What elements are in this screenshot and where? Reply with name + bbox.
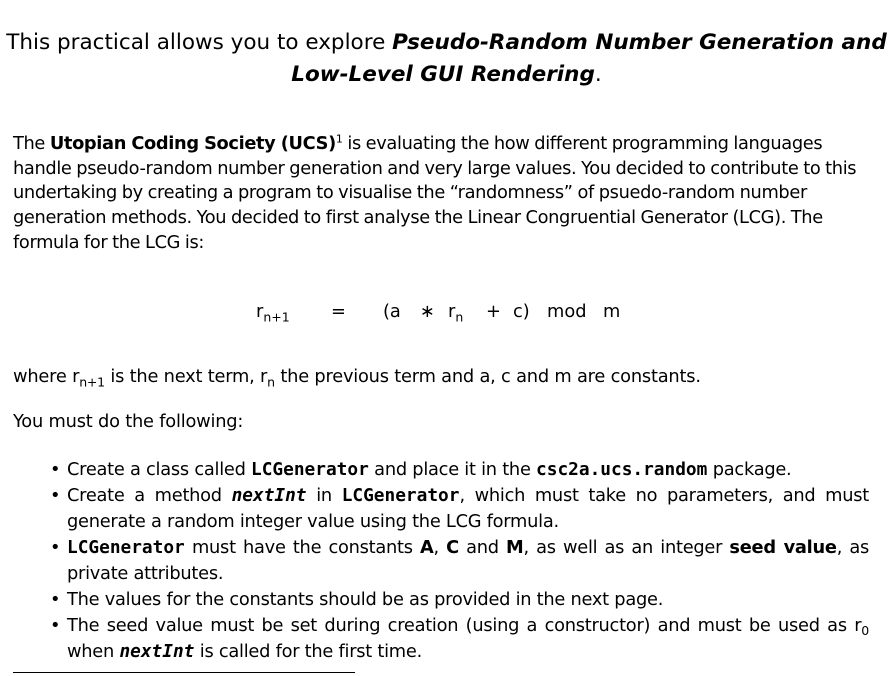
- intro-topic-line2: Low-Level GUI Rendering: [291, 62, 595, 87]
- formula-plus: +: [486, 301, 501, 322]
- formula-a: (a: [383, 301, 401, 322]
- list-item: [13, 457, 869, 483]
- formula-times: ∗: [420, 301, 435, 322]
- where-part3: the previous term and a, c and m are constants.: [274, 366, 701, 387]
- intro-period: .: [594, 62, 602, 87]
- task-list: [13, 457, 869, 665]
- formula-c: c): [513, 301, 530, 322]
- r-zero-sub: 0: [861, 622, 869, 638]
- item-text: in: [306, 485, 342, 506]
- item-text: Create a method: [67, 485, 232, 506]
- constant-a: A: [419, 537, 434, 558]
- where-sub2: n: [267, 374, 275, 390]
- list-item: [13, 587, 869, 613]
- list-item: [13, 535, 869, 587]
- class-name-code: LCGenerator: [341, 485, 460, 506]
- where-sub1: n+1: [79, 374, 105, 390]
- formula-lhs-sub: n+1: [263, 309, 290, 325]
- item-text: when: [67, 641, 120, 662]
- formula-rn: [448, 300, 463, 324]
- item-text: The values for the constants should be as provided in the next page.: [67, 589, 664, 610]
- formula-explanation: [13, 365, 881, 389]
- package-name-code: csc2a.ucs.random: [536, 459, 708, 480]
- footnote-divider: [13, 672, 355, 673]
- formula-lhs: [256, 300, 290, 324]
- item-text: ,: [433, 537, 447, 558]
- item-text: , as private attributes.: [67, 537, 869, 584]
- where-part1: where r: [13, 366, 80, 387]
- formula-equals: =: [331, 301, 346, 322]
- constant-c: C: [446, 537, 459, 558]
- footnote-marker: 1: [335, 132, 343, 146]
- item-text: must have the constants: [184, 537, 420, 558]
- method-name-code: nextInt: [119, 641, 195, 662]
- item-text: The seed value must be set during creation (using a constructor) and must be used as r: [67, 615, 862, 636]
- item-text: and place it in the: [368, 459, 537, 480]
- item-text: and: [458, 537, 507, 558]
- intro-lead: This practical allows you to explore: [6, 30, 393, 55]
- paragraph-lead: The: [13, 133, 50, 154]
- item-text: , which must take no parameters, and must generate a random integer value using the LCG formula.: [67, 485, 870, 532]
- item-text: package.: [707, 459, 792, 480]
- intro-topic-line1: Pseudo-Random Number Generation and: [392, 30, 887, 55]
- task-heading: You must do the following:: [13, 411, 244, 432]
- list-item: [13, 613, 869, 665]
- description-paragraph: [13, 132, 881, 256]
- formula-lhs-r: r: [256, 301, 264, 322]
- formula-m: m: [603, 301, 621, 322]
- class-name-code: LCGenerator: [67, 537, 185, 558]
- seed-value-term: seed value: [729, 537, 837, 558]
- intro-text: [0, 27, 893, 91]
- item-text: Create a class called: [67, 459, 252, 480]
- item-text: , as well as an integer: [523, 537, 730, 558]
- item-text: is called for the first time.: [194, 641, 422, 662]
- formula-r-sub: n: [455, 309, 464, 325]
- organisation-name: Utopian Coding Society (UCS): [49, 133, 336, 154]
- formula-mod: mod: [547, 301, 587, 322]
- list-item: [13, 483, 869, 535]
- constant-m: M: [506, 537, 524, 558]
- where-part2: is the next term, r: [104, 366, 268, 387]
- paragraph-body: is evaluating the how different programming languages handle pseudo-random number generation and very large values. You decided to contribute to this undertaking by creating a program to visualise the “randomness” of psuedo-random number generation methods. You decided to first analyse the Linear Congruential Generator (LCG). The formula for the LCG is:: [13, 133, 857, 253]
- formula-r: r: [448, 301, 456, 322]
- method-name-code: nextInt: [231, 485, 307, 506]
- class-name-code: LCGenerator: [251, 459, 369, 480]
